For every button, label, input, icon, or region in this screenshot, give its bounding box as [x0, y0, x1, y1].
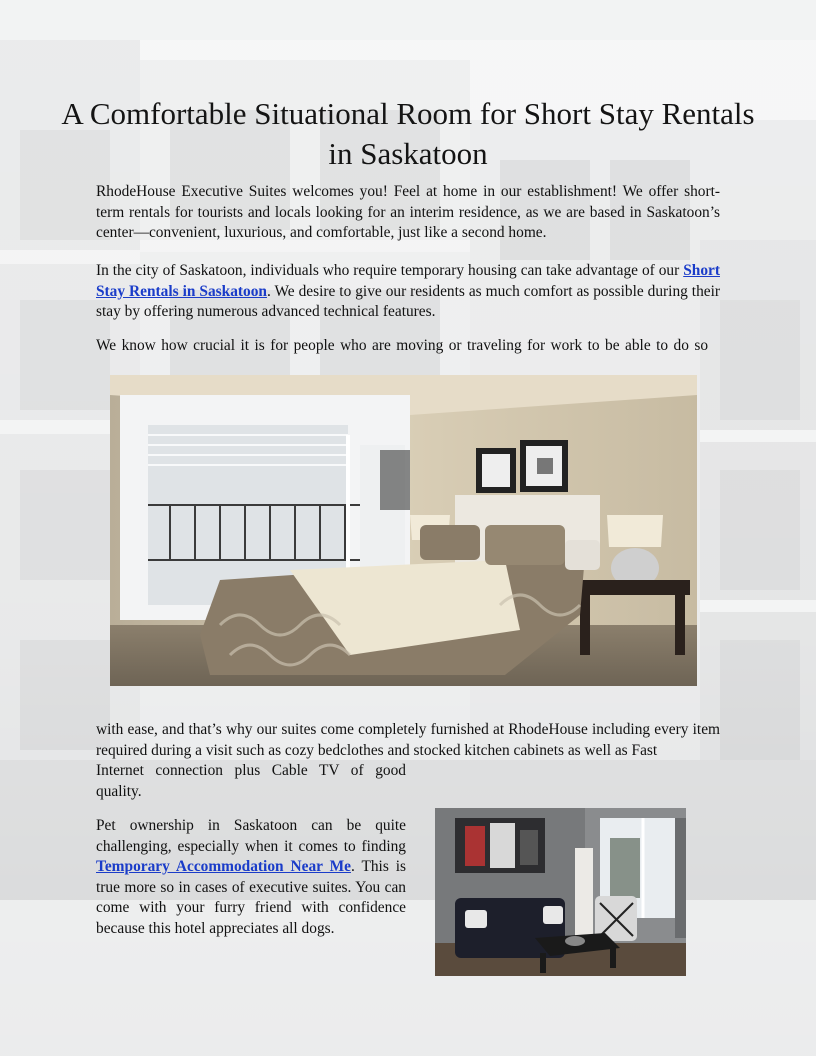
short-stay-rentals-link[interactable]: Short Stay Rentals in Saskatoon	[96, 262, 720, 300]
furnished-line-1: with ease, and that’s why our suites come completely furnished at RhodeHouse including every item required during a visit such as cozy bedclothes and stocked kitchen cabinets as well as Fast	[96, 721, 720, 759]
furnished-paragraph-end: Internet connection plus Cable TV of good quality.	[96, 762, 406, 800]
page-title: A Comfortable Situational Room for Short Stay Rentals in Saskatoon	[61, 96, 755, 171]
pet-paragraph	[96, 816, 406, 939]
furnished-paragraph	[96, 720, 720, 761]
travel-paragraph: We know how crucial it is for people who are moving or traveling for work to be able to do so	[96, 337, 709, 354]
bedroom-photo	[110, 375, 697, 686]
living-room-photo	[435, 808, 686, 976]
pet-text-before: Pet ownership in Saskatoon can be quite challenging, especially when it comes to finding	[96, 817, 406, 855]
pet-text-after: . This is true more so in cases of executive suites. You can come with your furry friend with confidence because this hotel appreciates all dogs.	[96, 858, 406, 937]
short-stay-text-after: . We desire to give our residents as much comfort as possible during their stay by offering numerous advanced technical features.	[96, 282, 720, 320]
short-stay-paragraph	[96, 261, 720, 323]
short-stay-text-before: In the city of Saskatoon, individuals who require temporary housing can take advantage of our	[96, 262, 684, 279]
temporary-accommodation-link[interactable]: Temporary Accommodation Near Me	[96, 858, 351, 875]
intro-paragraph: RhodeHouse Executive Suites welcomes you! Feel at home in our establishment! We offer short-term rentals for tourists and locals looking for an interim residence, as we are based in Saskatoon’s center—convenient, luxurious, and comfortable, just like a second home.	[96, 183, 720, 241]
